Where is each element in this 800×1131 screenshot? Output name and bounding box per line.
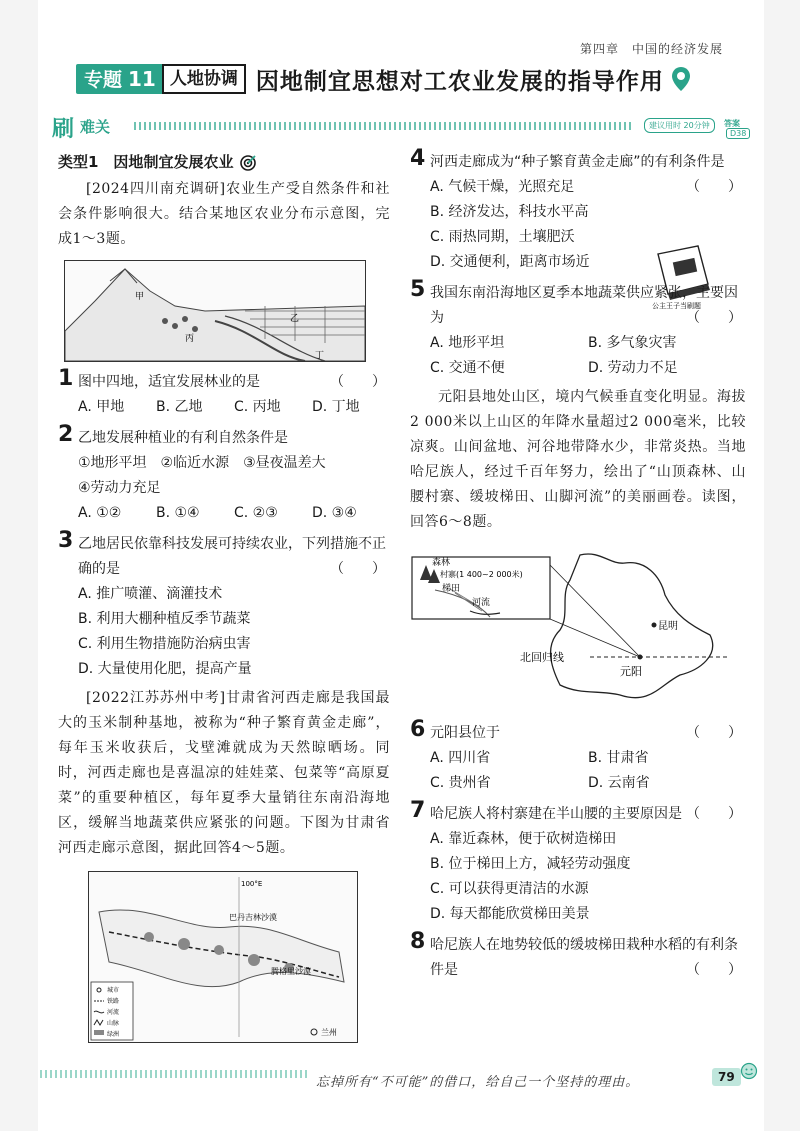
shua-label: 刷 [52,117,75,142]
option-d: D. ③④ [312,505,357,521]
option-d: D. 劳动力不足 [588,360,678,376]
agriculture-landscape-figure [64,260,366,362]
question-3 [58,528,390,682]
answer-blank: （ ） [686,962,742,978]
option-b: B. 多气象灾害 [588,335,677,351]
option-c: C. 贵州省 [430,775,491,791]
option-b: B. 甘肃省 [588,750,649,766]
option-d: D. 交通便利，距离市场近 [430,254,590,270]
yuanyang-label: 元阳 [620,665,642,678]
legend-river: 河流 [107,1009,120,1016]
terrace-label: 梯田 [442,584,461,594]
landscape-sketch [65,261,365,361]
question-text: 河西走廊成为“种子繁育黄金走廊”的有利条件是 [430,154,725,170]
answer-page: D38 [726,128,750,139]
longitude-label: 100°E [241,880,263,888]
option-d: D. 大量使用化肥，提高产量 [78,661,252,677]
options-row-1 [430,331,746,356]
option-b: B. 乙地 [156,399,203,415]
label-yi: 乙 [290,314,300,324]
legend-oasis: 绿洲 [107,1031,120,1038]
answer-blank: （ ） [686,179,742,195]
question-text: 图中四地，适宜发展林业的是 [78,374,260,390]
intro-passage-3: 元阳县地处山区，境内气候垂直变化明显。海拔2 000米以上山区的年降水量超过2 000毫米，比较凉爽。山间盆地、河谷地带降水少，非常炎热。当地哈尼族人，经过千百年努力，绘出了“山顶森林、山腰村寨、缓坡梯田、山脚河流”的美丽画卷。读图，回答6～8题。 [410,389,746,530]
option-a: A. 推广喷灌、滴灌技术 [78,586,223,602]
village-label: 村寨(1 400~2 000米) [440,570,523,579]
yuanyang-map [410,545,740,715]
option-a: A. 甲地 [78,399,125,415]
label-jia: 甲 [135,292,145,302]
topic-tag: 人地协调 [162,64,246,94]
type-heading-text: 类型1 因地制宜发展农业 [58,153,234,171]
forest-label: 森林 [432,558,451,568]
question-6 [410,717,746,796]
suggested-time-badge: 建议用时 20分钟 [644,118,715,133]
question-5 [410,277,746,381]
topic-number: 11 [128,67,156,91]
book-caption: 公主王子当刷题 [652,302,701,310]
option-a: A. 四川省 [430,750,491,766]
footer-stripe [40,1070,310,1078]
option-c: C. ②③ [234,505,278,521]
option-a: A. ①② [78,505,122,521]
legend-railway: 铁路 [107,998,120,1005]
answer-blank: （ ） [686,725,742,741]
legend-city: 城市 [107,987,120,994]
footer-motto: 忘掉所有“不可能”的借口，给自己一个坚持的理由。 [316,1075,640,1090]
kunming-label: 昆明 [658,621,678,632]
options-row-2 [430,356,746,381]
answer-blank: （ ） [330,374,386,390]
option-c: C. 交通不便 [430,360,505,376]
question-number: 7 [410,798,426,823]
decorative-stripe [134,122,634,130]
option-a: A. 地形平坦 [430,335,505,351]
options-row-2 [430,771,746,796]
options [78,395,390,420]
option-b: B. 经济发达，科技水平高 [430,204,589,220]
answer-blank: （ ） [686,806,742,822]
option-c: C. 利用生物措施防治病虫害 [78,636,251,652]
tropic-of-cancer-label: 北回归线 [520,651,564,664]
yunnan-map-sketch [410,545,740,715]
option-b: B. 位于梯田上方，减轻劳动强度 [430,856,631,872]
intro-passage-1: [2024四川南充调研]农业生产受自然条件和社会条件影响很大。结合某地区农业分布示意图，完成1～3题。 [58,181,390,247]
question-2 [58,422,390,526]
option-c: C. 丙地 [234,399,281,415]
lanzhou-label: 兰州 [321,1028,337,1037]
option-b: B. ①④ [156,505,200,521]
smile-icon [740,1062,758,1080]
option-d: D. 每天都能欣赏梯田美景 [430,906,590,922]
question-text: 哈尼族人在地势较低的缓坡梯田栽种水稻的有利条件是 [430,937,738,978]
page-number: 79 [712,1068,741,1086]
topic-label: 专题 [84,69,123,91]
option-c: C. 可以获得更清洁的水源 [430,881,589,897]
target-icon [239,154,257,172]
question-text: 我国东南沿海地区夏季本地蔬菜供应紧张，主要因为 [430,285,738,326]
topic-title-bar [76,64,692,94]
question-number: 5 [410,277,426,302]
options [78,501,390,526]
badain-desert-label: 巴丹吉林沙漠 [229,913,277,922]
topic-title: 因地制宜思想对工农业发展的指导作用 [255,68,664,95]
right-column [410,146,746,983]
type-heading [58,150,390,175]
topic-badge [76,64,164,94]
page-edge-right [764,0,800,1131]
options-row-1 [430,746,746,771]
tengger-desert-label: 腾格里沙漠 [271,967,311,976]
answer-blank: （ ） [686,310,742,326]
page-edge-left [0,0,38,1131]
option-b: B. 利用大棚种植反季节蔬菜 [78,611,251,627]
question-number: 1 [58,366,74,391]
question-8 [410,929,746,983]
question-text: 乙地居民依靠科技发展可持续农业，下列措施不正确的是 [78,536,386,577]
chapter-header: 第四章 中国的经济发展 [580,42,724,56]
question-text: 元阳县位于 [430,725,500,741]
difficulty-label: 难关 [80,118,111,136]
answer-label: 答案 [724,119,740,128]
answer-ref [724,118,750,138]
question-number: 3 [58,528,74,553]
option-a: A. 靠近森林，便于砍树造梯田 [430,831,617,847]
option-d: D. 丁地 [312,399,360,415]
hexi-corridor-map [88,871,358,1043]
statement-line-1: ①地形平坦 ②临近水源 ③昼夜温差大 [78,455,326,471]
question-number: 6 [410,717,426,742]
left-column [58,150,390,1043]
option-a: A. 气候干燥，光照充足 [430,179,575,195]
option-c: C. 雨热同期，土壤肥沃 [430,229,575,245]
label-ding: 丁 [315,351,325,361]
question-7 [410,798,746,927]
question-number: 4 [410,146,426,171]
legend-mountain: 山脉 [107,1020,120,1027]
option-d: D. 云南省 [588,775,650,791]
location-pin-icon [670,66,692,92]
hexi-map-sketch [89,872,357,1042]
answer-blank: （ ） [330,561,386,577]
statement-line-2: ④劳动力充足 [78,480,161,496]
question-number: 8 [410,929,426,954]
difficulty-row [52,112,747,142]
label-bing: 丙 [185,334,195,344]
intro-passage-2: [2022江苏苏州中考]甘肃省河西走廊是我国最大的玉米制种基地，被称为“种子繁育黄金走廊”，每年玉米收获后，戈壁滩就成为天然晾晒场。同时，河西走廊也是喜温凉的娃娃菜、包菜等“高原夏菜”的重要种植区，每年夏季大量销往东南沿海地区，缓解当地蔬菜供应紧张的问题。下图为甘肃省河西走廊示意图，据此回答4～5题。 [58,690,390,856]
question-number: 2 [58,422,74,447]
question-text: 乙地发展种植业的有利自然条件是 [78,430,288,446]
question-text: 哈尼族人将村寨建在半山腰的主要原因是 [430,806,682,822]
river-label: 河流 [472,598,491,608]
question-1 [58,366,390,420]
